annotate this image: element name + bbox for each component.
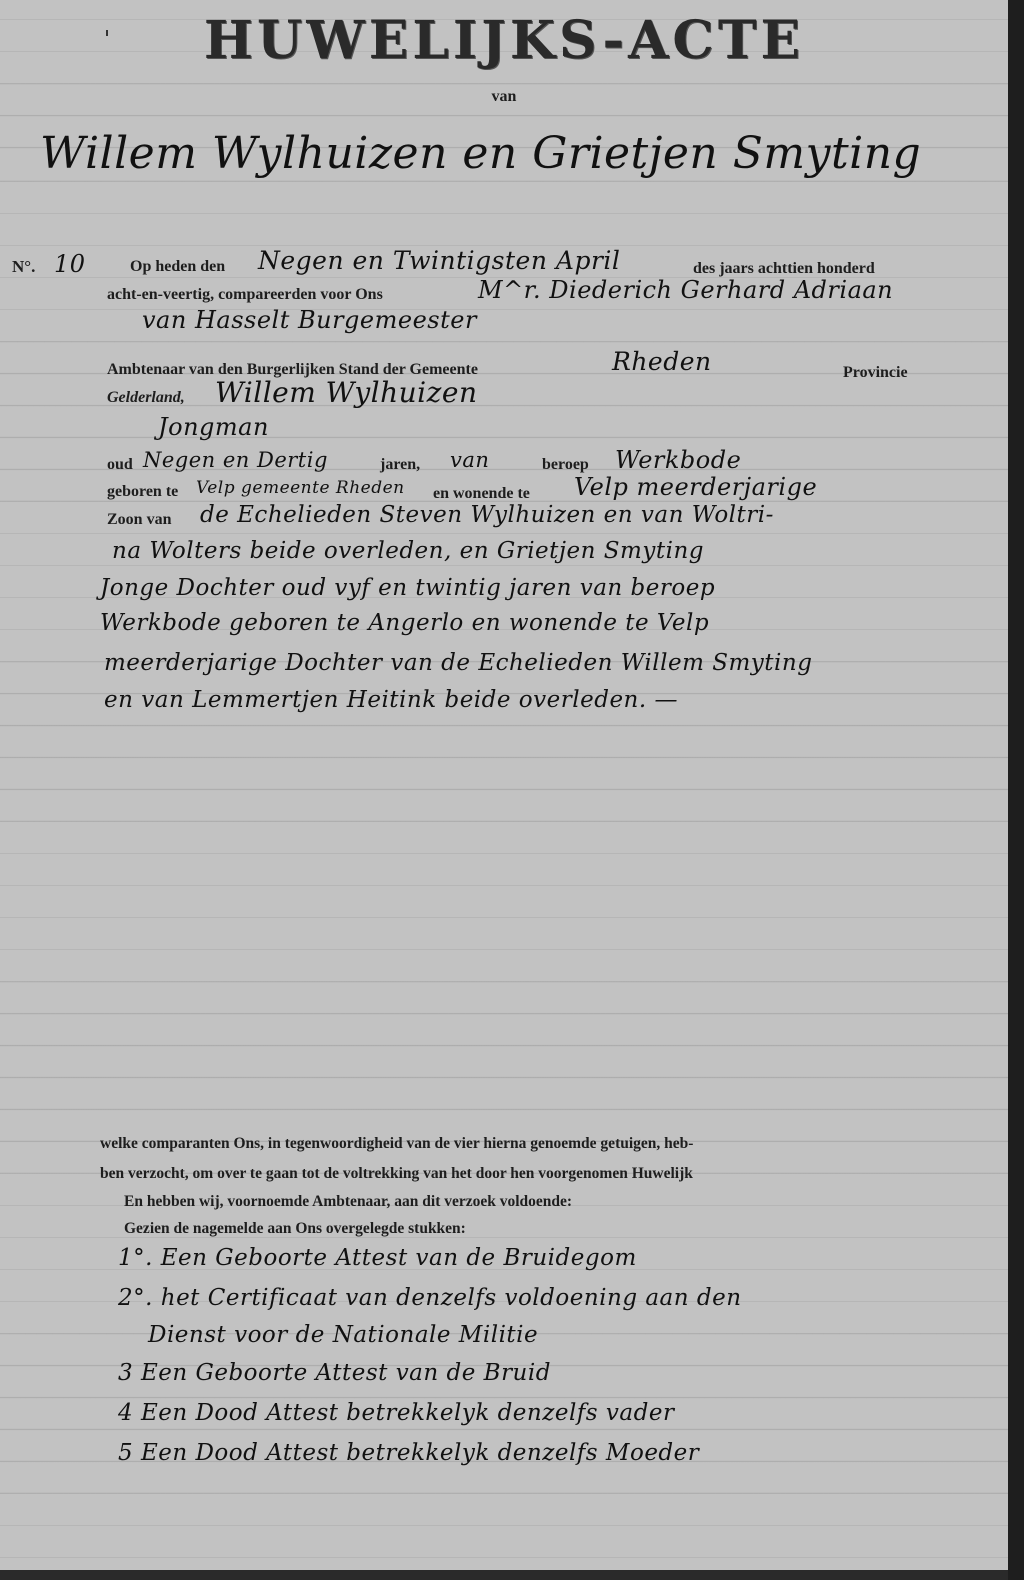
official-name: M^r. Diederich Gerhard Adriaan — [478, 276, 894, 304]
act-number-value: 10 — [54, 250, 86, 278]
closing-line-2: ben verzocht, om over te gaan tot de voltrekking van het door hen voorgenomen Huwelijk — [100, 1165, 693, 1182]
closing-line-1: welke comparanten Ons, in tegenwoordigheid van de vier hierna genoemde getuigen, heb- — [100, 1135, 694, 1152]
spouse-names: Willem Wylhuizen en Grietjen Smyting — [40, 128, 922, 179]
beroep-text: beroep — [542, 456, 589, 473]
bride-age-occupation: Jonge Dochter oud vyf en twintig jaren van beroep — [100, 575, 716, 601]
document-item-2: 2°. het Certificaat van denzelfs voldoening aan den — [118, 1285, 742, 1311]
groom-occupation: Werkbode — [615, 446, 742, 474]
groom-birthplace: Velp gemeente Rheden — [196, 478, 405, 498]
groom-status: Jongman — [158, 413, 269, 441]
closing-line-4: Gezien de nagemelde aan Ons overgelegde stukken: — [124, 1220, 466, 1237]
groom-age: Negen en Dertig — [143, 448, 328, 472]
year-text: des jaars achttien honderd — [693, 260, 875, 277]
van-handwritten: van — [450, 448, 490, 472]
jaren-text: jaren, — [380, 456, 421, 473]
document-title: HUWELIJKS-ACTE — [203, 10, 805, 71]
ambtenaar-text: Ambtenaar van den Burgerlijken Stand der Gemeente — [107, 361, 478, 378]
oud-text: oud — [107, 456, 133, 473]
date-handwritten: Negen en Twintigsten April — [258, 246, 621, 275]
official-title: van Hasselt Burgemeester — [142, 306, 477, 334]
municipality: Rheden — [612, 347, 712, 376]
compareerden-text: acht-en-veertig, compareerden voor Ons — [107, 286, 383, 303]
groom-name: Willem Wylhuizen — [215, 376, 478, 409]
document-item-1: 1°. Een Geboorte Attest van de Bruidegom — [118, 1245, 637, 1271]
bride-parents: meerderjarige Dochter van de Echelieden Willem Smyting — [104, 650, 813, 676]
groom-parents: de Echelieden Steven Wylhuizen en van Woltri- — [200, 502, 774, 528]
bride-parents-cont: en van Lemmertjen Heitink beide overleden. — — [104, 687, 678, 713]
act-number-label: N°. — [12, 257, 36, 276]
groom-residence: Velp meerderjarige — [574, 473, 818, 501]
bride-birth-residence: Werkbode geboren te Angerlo en wonende te Velp — [100, 610, 710, 636]
title-van: van — [491, 88, 517, 105]
groom-parents-cont: na Wolters beide overleden, en Grietjen Smyting — [112, 538, 704, 564]
document-item-4: 4 Een Dood Attest betrekkelyk denzelfs vader — [118, 1400, 675, 1426]
geboren-text: geboren te — [107, 483, 179, 500]
document-item-3: 3 Een Geboorte Attest van de Bruid — [118, 1360, 551, 1386]
document-item-5: 5 Een Dood Attest betrekkelyk denzelfs Moeder — [118, 1440, 700, 1466]
provincie-text: Provincie — [843, 364, 908, 381]
province-name: Gelderland, — [107, 389, 185, 406]
wonende-text: en wonende te — [433, 485, 530, 502]
zoon-van-text: Zoon van — [107, 511, 172, 528]
closing-line-3: En hebben wij, voornoemde Ambtenaar, aan dit verzoek voldoende: — [124, 1193, 573, 1210]
document-item-2-cont: Dienst voor de Nationale Militie — [148, 1322, 539, 1348]
intro-text: Op heden den — [130, 258, 226, 275]
page-edge-shadow — [1008, 0, 1024, 1580]
